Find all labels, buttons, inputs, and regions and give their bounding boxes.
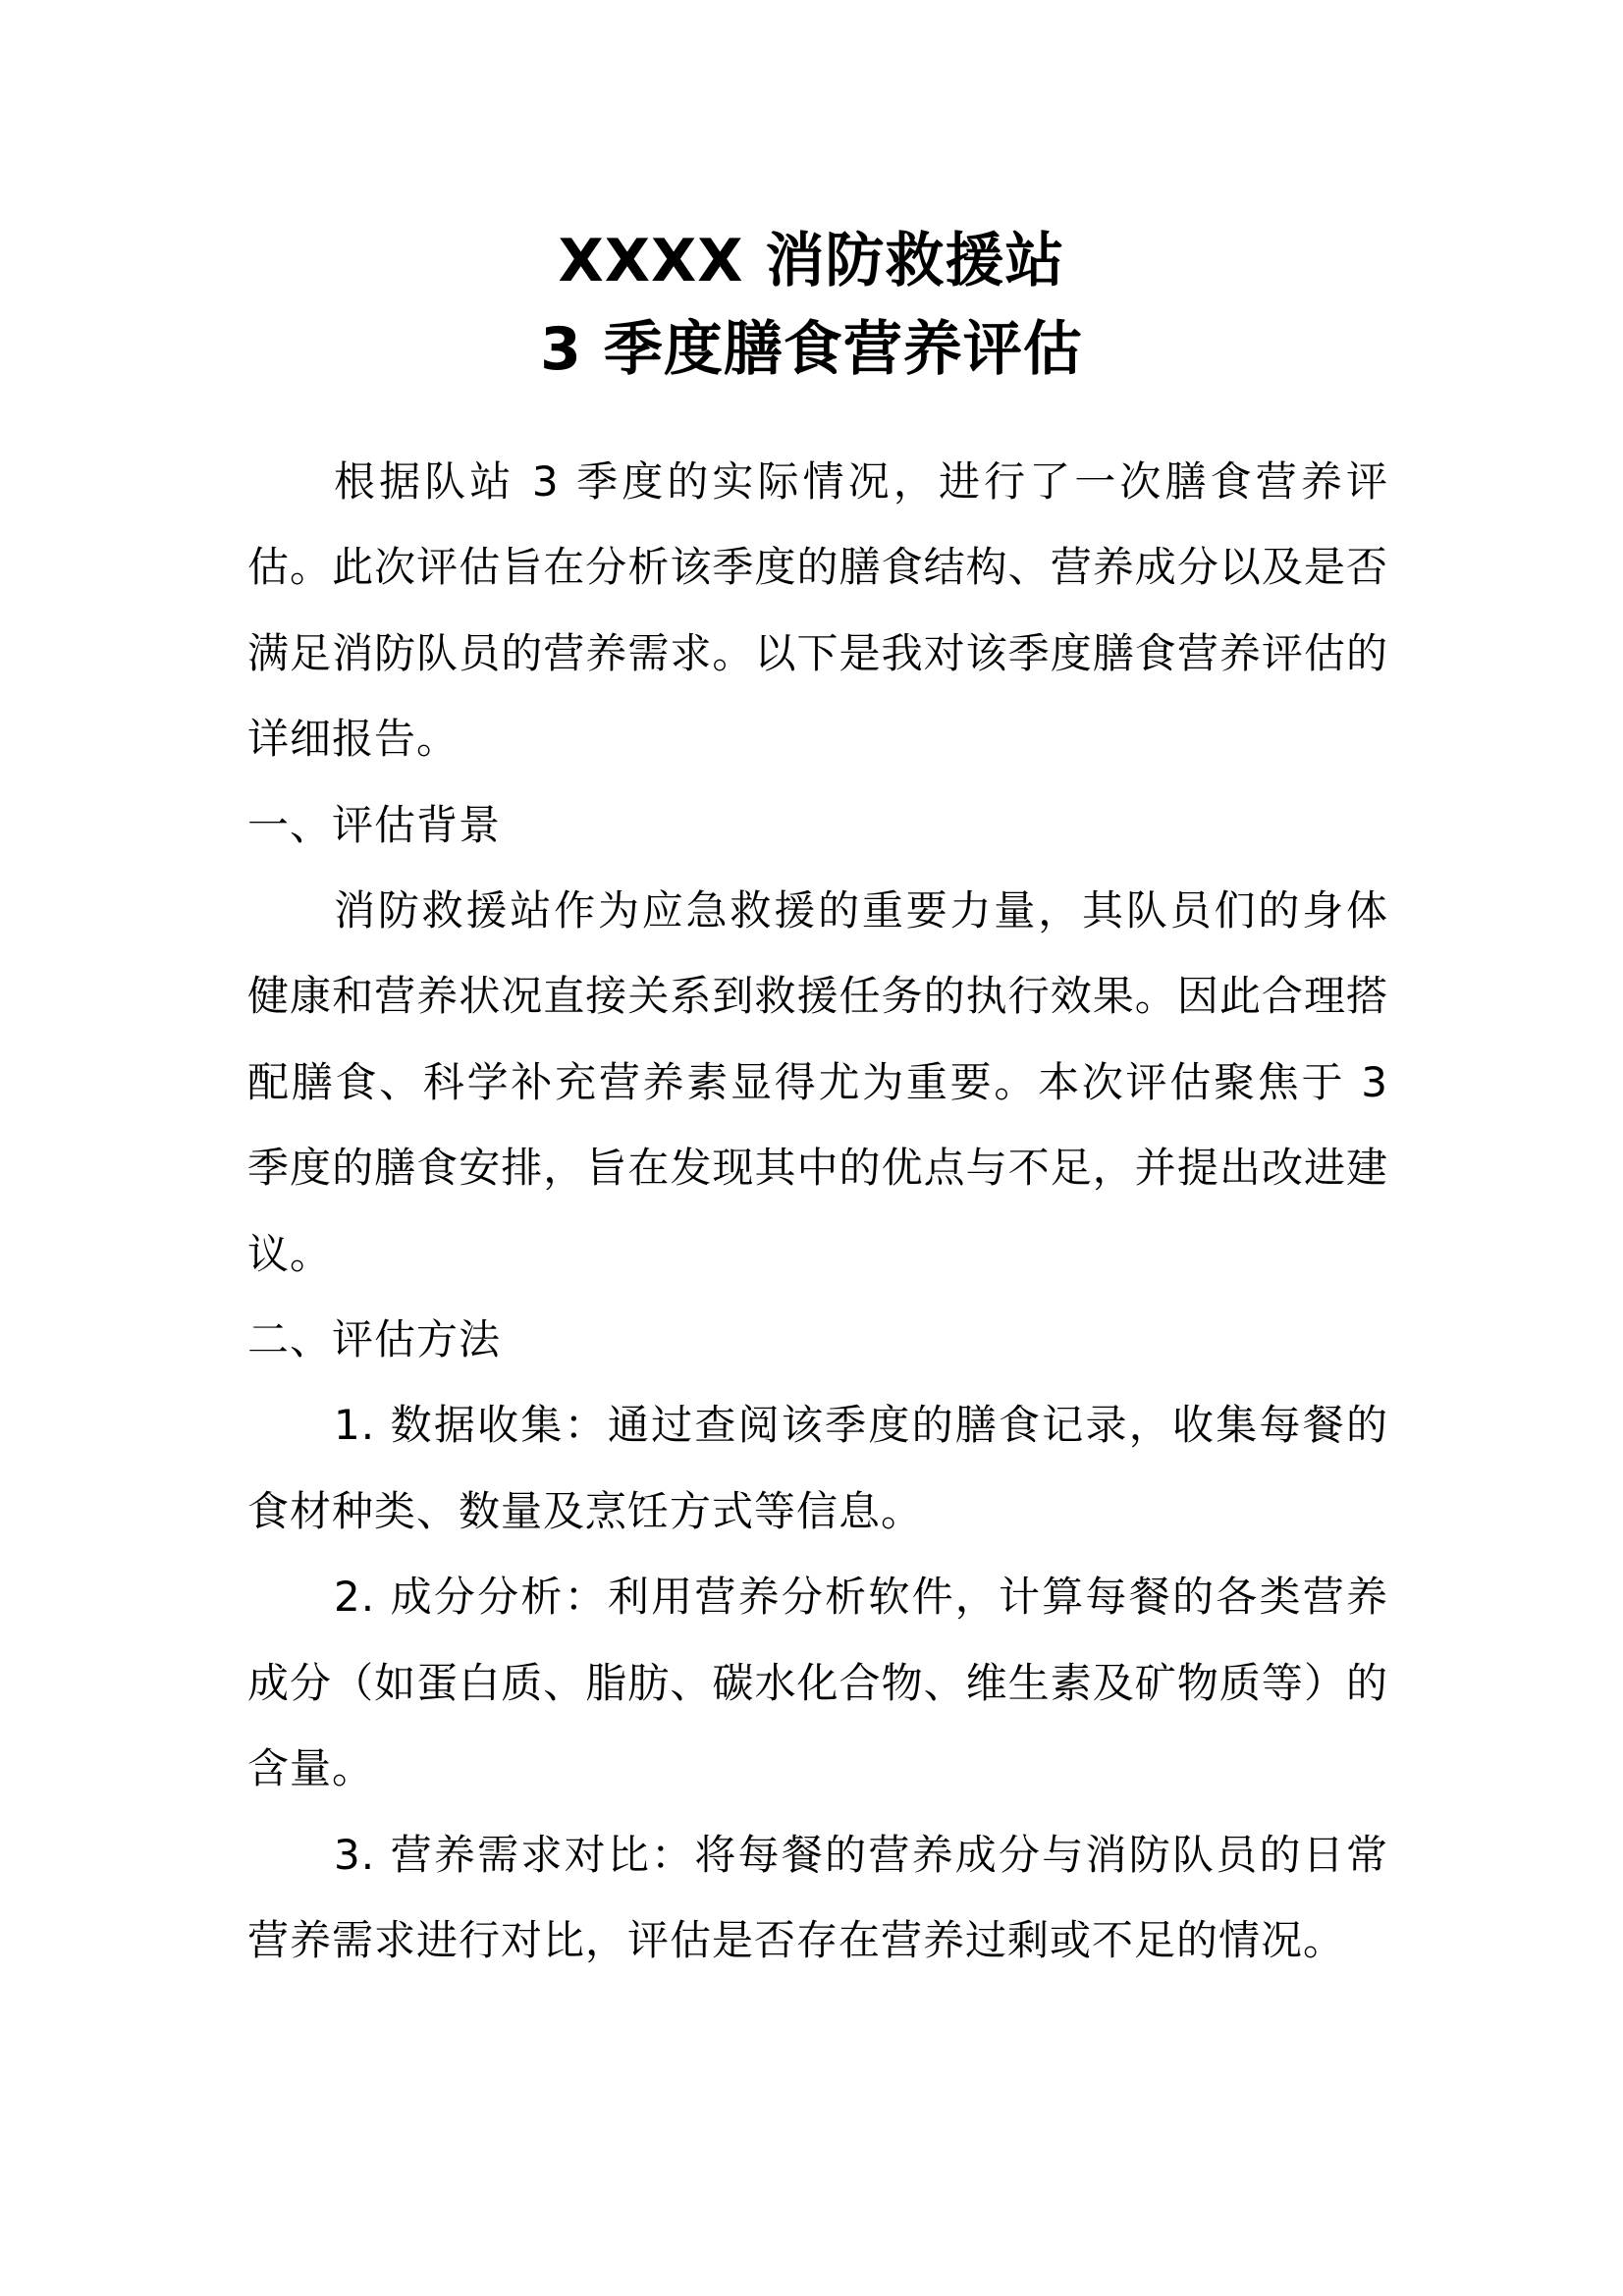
document-title-line2: 3 季度膳食营养评估 bbox=[540, 315, 1083, 384]
section-heading-method: 二、评估方法 bbox=[247, 1315, 502, 1364]
section-heading-background: 一、评估背景 bbox=[247, 800, 502, 849]
document-body bbox=[247, 439, 1388, 1983]
intro-paragraph: 根据队站 3 季度的实际情况，进行了一次膳食营养评估。此次评估旨在分析该季度的膳食结构、营养成分以及是否满足消防队员的营养需求。以下是我对该季度膳食营养评估的详细报告。 bbox=[247, 457, 1388, 764]
document-title-line1: XXXX 消防救援站 bbox=[558, 227, 1065, 295]
background-paragraph: 消防救援站作为应急救援的重要力量，其队员们的身体健康和营养状况直接关系到救援任务的执行效果。因此合理搭配膳食、科学补充营养素显得尤为重要。本次评估聚焦于 3 季度的膳食安排，旨在发现其中的优点与不足，并提出改进建议。 bbox=[247, 886, 1388, 1278]
method-item-2: 2. 成分分析：利用营养分析软件，计算每餐的各类营养成分（如蛋白质、脂肪、碳水化合物、维生素及矿物质等）的含量。 bbox=[247, 1573, 1388, 1793]
method-item-1: 1. 数据收集：通过查阅该季度的膳食记录，收集每餐的食材种类、数量及烹饪方式等信息。 bbox=[247, 1401, 1388, 1535]
method-item-3: 3. 营养需求对比：将每餐的营养成分与消防队员的日常营养需求进行对比，评估是否存在营养过剩或不足的情况。 bbox=[247, 1830, 1388, 1964]
